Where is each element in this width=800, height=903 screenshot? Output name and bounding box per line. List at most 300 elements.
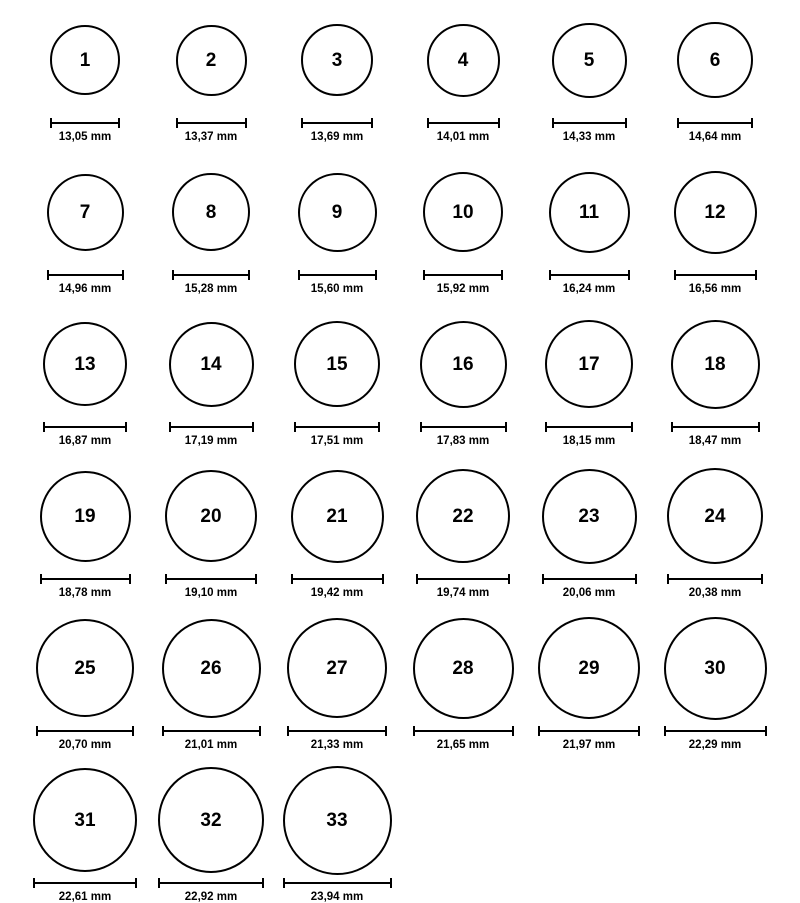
diameter-label: 16,24 mm: [562, 283, 616, 295]
diameter-label: 17,51 mm: [310, 435, 364, 447]
ring-circle: [298, 173, 377, 252]
ring-circle-wrap: [158, 768, 264, 872]
ring-circle: [169, 322, 254, 407]
ring-circle-wrap: [165, 464, 257, 568]
ring-size-cell[interactable]: [22, 768, 148, 903]
diameter-label: 16,56 mm: [688, 283, 742, 295]
diameter-label: 18,15 mm: [562, 435, 616, 447]
ring-circle: [291, 470, 384, 563]
measure-line: [416, 578, 510, 580]
diameter-measure-bar: [298, 270, 377, 280]
measure-cap-left: [545, 422, 547, 432]
diameter-label: 19,10 mm: [184, 587, 238, 599]
ring-size-number: 20: [200, 505, 222, 527]
ring-size-cell[interactable]: [274, 768, 400, 903]
diameter-label: 14,33 mm: [562, 131, 616, 143]
ring-circle-wrap: [36, 616, 134, 720]
measure-line: [413, 730, 514, 732]
diameter-label: 16,87 mm: [58, 435, 112, 447]
measure-line: [47, 274, 124, 276]
ring-size-cell[interactable]: [22, 616, 148, 751]
ring-circle: [549, 172, 630, 253]
ring-size-cell[interactable]: [652, 312, 778, 447]
diameter-measure-bar: [36, 726, 134, 736]
ring-circle-wrap: [172, 160, 250, 264]
measure-line: [169, 426, 254, 428]
diameter-measure-bar: [674, 270, 757, 280]
ring-size-cell[interactable]: [148, 8, 274, 143]
diameter-measure-bar: [176, 118, 247, 128]
diameter-label: 21,97 mm: [562, 739, 616, 751]
diameter-measure-bar: [165, 574, 257, 584]
diameter-label: 19,42 mm: [310, 587, 364, 599]
measure-cap-left: [664, 726, 666, 736]
ring-circle: [416, 469, 510, 563]
diameter-measure-bar: [169, 422, 254, 432]
measure-cap-right: [628, 270, 630, 280]
measure-cap-left: [416, 574, 418, 584]
diameter-measure-bar: [43, 422, 127, 432]
ring-size-number: 19: [74, 505, 96, 527]
measure-cap-left: [420, 422, 422, 432]
measure-cap-left: [294, 422, 296, 432]
ring-size-cell[interactable]: [400, 160, 526, 295]
diameter-measure-bar: [40, 574, 131, 584]
diameter-label: 22,29 mm: [688, 739, 742, 751]
measure-cap-left: [165, 574, 167, 584]
ring-circle-wrap: [162, 616, 261, 720]
diameter-measure-bar: [301, 118, 373, 128]
measure-cap-right: [638, 726, 640, 736]
measure-line: [664, 730, 767, 732]
measure-cap-left: [287, 726, 289, 736]
measure-cap-right: [508, 574, 510, 584]
diameter-label: 18,47 mm: [688, 435, 742, 447]
ring-circle-wrap: [43, 312, 127, 416]
diameter-measure-bar: [33, 878, 137, 888]
diameter-measure-bar: [287, 726, 387, 736]
measure-line: [43, 426, 127, 428]
diameter-label: 13,37 mm: [184, 131, 238, 143]
ring-size-number: 24: [704, 505, 726, 527]
measure-cap-left: [162, 726, 164, 736]
ring-circle-wrap: [287, 616, 387, 720]
measure-line: [552, 122, 627, 124]
ring-size-number: 10: [452, 201, 474, 223]
diameter-label: 20,38 mm: [688, 587, 742, 599]
ring-size-cell[interactable]: [148, 464, 274, 599]
measure-cap-right: [371, 118, 373, 128]
ring-size-cell[interactable]: [148, 768, 274, 903]
ring-circle-wrap: [294, 312, 380, 416]
measure-cap-left: [283, 878, 285, 888]
ring-circle-wrap: [298, 160, 377, 264]
ring-size-number: 23: [578, 505, 600, 527]
ring-size-number: 15: [326, 353, 348, 375]
diameter-measure-bar: [291, 574, 384, 584]
ring-circle: [50, 25, 120, 95]
measure-cap-right: [375, 270, 377, 280]
measure-line: [538, 730, 640, 732]
ring-size-number: 13: [74, 353, 96, 375]
ring-circle: [162, 619, 261, 718]
measure-cap-right: [631, 422, 633, 432]
measure-line: [165, 578, 257, 580]
ring-circle: [294, 321, 380, 407]
measure-line: [176, 122, 247, 124]
measure-line: [172, 274, 250, 276]
diameter-label: 21,65 mm: [436, 739, 490, 751]
ring-circle: [413, 618, 514, 719]
diameter-measure-bar: [416, 574, 510, 584]
ring-size-number: 25: [74, 657, 96, 679]
ring-circle-wrap: [301, 8, 373, 112]
diameter-measure-bar: [664, 726, 767, 736]
measure-line: [291, 578, 384, 580]
ring-size-number: 8: [205, 201, 217, 223]
measure-line: [294, 426, 380, 428]
diameter-label: 14,64 mm: [688, 131, 742, 143]
ring-size-cell[interactable]: [526, 312, 652, 447]
ring-circle-wrap: [413, 616, 514, 720]
ring-circle: [427, 24, 500, 97]
ring-size-cell[interactable]: [274, 616, 400, 751]
measure-cap-left: [674, 270, 676, 280]
diameter-measure-bar: [427, 118, 500, 128]
measure-cap-left: [301, 118, 303, 128]
diameter-label: 13,69 mm: [310, 131, 364, 143]
diameter-label: 15,60 mm: [310, 283, 364, 295]
ring-circle-wrap: [50, 8, 120, 112]
measure-cap-left: [667, 574, 669, 584]
ring-size-cell[interactable]: [274, 464, 400, 599]
diameter-label: 13,05 mm: [58, 131, 112, 143]
ring-size-number: 4: [457, 49, 469, 71]
measure-cap-right: [625, 118, 627, 128]
diameter-measure-bar: [538, 726, 640, 736]
measure-cap-right: [132, 726, 134, 736]
measure-cap-left: [40, 574, 42, 584]
measure-cap-right: [122, 270, 124, 280]
diameter-measure-bar: [667, 574, 763, 584]
ring-size-cell[interactable]: [652, 160, 778, 295]
measure-line: [158, 882, 264, 884]
measure-line: [33, 882, 137, 884]
measure-cap-right: [765, 726, 767, 736]
ring-circle: [542, 469, 637, 564]
ring-circle: [176, 25, 247, 96]
diameter-measure-bar: [545, 422, 633, 432]
diameter-label: 17,19 mm: [184, 435, 238, 447]
measure-cap-left: [291, 574, 293, 584]
ring-circle-wrap: [176, 8, 247, 112]
measure-cap-right: [505, 422, 507, 432]
ring-size-number: 21: [326, 505, 348, 527]
ring-circle-wrap: [545, 312, 633, 416]
ring-size-number: 17: [578, 353, 600, 375]
diameter-label: 21,33 mm: [310, 739, 364, 751]
ring-circle-wrap: [291, 464, 384, 568]
measure-cap-right: [378, 422, 380, 432]
ring-circle: [423, 172, 503, 252]
ring-circle: [420, 321, 507, 408]
ring-size-cell[interactable]: [400, 8, 526, 143]
ring-size-number: 18: [704, 353, 726, 375]
ring-size-number: 7: [79, 201, 91, 223]
ring-size-row: [0, 464, 800, 599]
diameter-measure-bar: [47, 270, 124, 280]
measure-cap-left: [298, 270, 300, 280]
ring-circle: [287, 618, 387, 718]
ring-size-number: 12: [704, 201, 726, 223]
ring-circle: [671, 320, 760, 409]
ring-size-number: 14: [200, 353, 222, 375]
measure-cap-left: [158, 878, 160, 888]
diameter-measure-bar: [671, 422, 760, 432]
measure-cap-left: [671, 422, 673, 432]
measure-cap-left: [552, 118, 554, 128]
diameter-measure-bar: [50, 118, 120, 128]
measure-cap-right: [498, 118, 500, 128]
ring-size-number: 9: [331, 201, 343, 223]
measure-cap-left: [50, 118, 52, 128]
diameter-measure-bar: [158, 878, 264, 888]
ring-circle-wrap: [664, 616, 767, 720]
ring-circle-wrap: [169, 312, 254, 416]
measure-cap-left: [169, 422, 171, 432]
measure-cap-left: [43, 422, 45, 432]
measure-cap-left: [423, 270, 425, 280]
ring-circle-wrap: [427, 8, 500, 112]
measure-line: [283, 882, 392, 884]
ring-size-number: 31: [74, 809, 96, 831]
ring-circle: [165, 470, 257, 562]
ring-size-cell[interactable]: [400, 616, 526, 751]
diameter-measure-bar: [549, 270, 630, 280]
measure-line: [50, 122, 120, 124]
ring-circle-wrap: [542, 464, 637, 568]
ring-circle-wrap: [674, 160, 757, 264]
ring-circle: [664, 617, 767, 720]
diameter-label: 15,92 mm: [436, 283, 490, 295]
diameter-measure-bar: [283, 878, 392, 888]
measure-cap-left: [427, 118, 429, 128]
ring-size-number: 5: [583, 49, 595, 71]
ring-size-number: 3: [331, 49, 343, 71]
ring-size-cell[interactable]: [652, 616, 778, 751]
diameter-measure-bar: [172, 270, 250, 280]
ring-size-number: 32: [200, 809, 222, 831]
ring-size-number: 28: [452, 657, 474, 679]
ring-size-cell[interactable]: [274, 160, 400, 295]
measure-line: [542, 578, 637, 580]
ring-size-cell[interactable]: [526, 8, 652, 143]
diameter-label: 22,61 mm: [58, 891, 112, 903]
ring-size-cell[interactable]: [526, 464, 652, 599]
measure-line: [40, 578, 131, 580]
measure-line: [36, 730, 134, 732]
ring-size-number: 11: [578, 201, 600, 223]
measure-cap-right: [118, 118, 120, 128]
ring-size-cell[interactable]: [400, 312, 526, 447]
measure-cap-right: [635, 574, 637, 584]
measure-cap-left: [36, 726, 38, 736]
measure-cap-right: [512, 726, 514, 736]
ring-circle: [301, 24, 373, 96]
measure-cap-left: [176, 118, 178, 128]
measure-line: [420, 426, 507, 428]
ring-circle-wrap: [33, 768, 137, 872]
diameter-label: 21,01 mm: [184, 739, 238, 751]
measure-cap-left: [677, 118, 679, 128]
ring-circle: [43, 322, 127, 406]
ring-size-number: 22: [452, 505, 474, 527]
ring-circle-wrap: [423, 160, 503, 264]
ring-size-row: [0, 160, 800, 295]
diameter-label: 18,78 mm: [58, 587, 112, 599]
ring-size-cell[interactable]: [22, 312, 148, 447]
ring-circle: [158, 767, 264, 873]
ring-size-cell[interactable]: [274, 312, 400, 447]
ring-size-number: 16: [452, 353, 474, 375]
measure-cap-right: [755, 270, 757, 280]
ring-size-cell[interactable]: [148, 312, 274, 447]
diameter-label: 19,74 mm: [436, 587, 490, 599]
ring-size-number: 27: [326, 657, 348, 679]
ring-circle: [552, 23, 627, 98]
diameter-measure-bar: [552, 118, 627, 128]
ring-circle: [677, 22, 753, 98]
measure-cap-left: [538, 726, 540, 736]
ring-size-cell[interactable]: [526, 160, 652, 295]
ring-circle: [40, 471, 131, 562]
diameter-measure-bar: [423, 270, 503, 280]
ring-circle: [172, 173, 250, 251]
measure-cap-left: [33, 878, 35, 888]
diameter-label: 14,01 mm: [436, 131, 490, 143]
measure-cap-right: [129, 574, 131, 584]
ring-size-number: 1: [79, 49, 91, 71]
diameter-measure-bar: [420, 422, 507, 432]
measure-cap-left: [413, 726, 415, 736]
ring-circle-wrap: [677, 8, 753, 112]
measure-cap-right: [135, 878, 137, 888]
ring-circle: [283, 766, 392, 875]
diameter-label: 20,70 mm: [58, 739, 112, 751]
ring-circle: [33, 768, 137, 872]
ring-size-cell[interactable]: [22, 8, 148, 143]
ring-size-cell[interactable]: [148, 616, 274, 751]
ring-size-cell[interactable]: [652, 8, 778, 143]
ring-size-row: [0, 312, 800, 447]
diameter-label: 17,83 mm: [436, 435, 490, 447]
measure-line: [671, 426, 760, 428]
diameter-label: 15,28 mm: [184, 283, 238, 295]
ring-size-row: [0, 616, 800, 751]
ring-circle: [538, 617, 640, 719]
diameter-measure-bar: [677, 118, 753, 128]
measure-cap-right: [252, 422, 254, 432]
measure-cap-right: [382, 574, 384, 584]
ring-size-cell[interactable]: [22, 160, 148, 295]
ring-circle: [545, 320, 633, 408]
diameter-label: 23,94 mm: [310, 891, 364, 903]
ring-circle-wrap: [667, 464, 763, 568]
ring-circle-wrap: [420, 312, 507, 416]
measure-cap-right: [245, 118, 247, 128]
ring-circle-wrap: [283, 768, 392, 872]
measure-cap-right: [125, 422, 127, 432]
ring-circle: [667, 468, 763, 564]
ring-size-cell[interactable]: [526, 616, 652, 751]
ring-circle-wrap: [40, 464, 131, 568]
measure-cap-left: [549, 270, 551, 280]
ring-size-number: 26: [200, 657, 222, 679]
ring-size-row: [0, 768, 800, 903]
measure-line: [427, 122, 500, 124]
diameter-measure-bar: [542, 574, 637, 584]
diameter-label: 14,96 mm: [58, 283, 112, 295]
measure-cap-left: [47, 270, 49, 280]
measure-cap-right: [248, 270, 250, 280]
ring-circle-wrap: [671, 312, 760, 416]
ring-circle-wrap: [538, 616, 640, 720]
ring-circle-wrap: [416, 464, 510, 568]
measure-cap-right: [761, 574, 763, 584]
ring-size-number: 2: [205, 49, 217, 71]
measure-cap-right: [390, 878, 392, 888]
diameter-measure-bar: [413, 726, 514, 736]
measure-cap-right: [501, 270, 503, 280]
ring-size-cell[interactable]: [274, 8, 400, 143]
ring-size-cell[interactable]: [22, 464, 148, 599]
measure-cap-left: [542, 574, 544, 584]
measure-line: [162, 730, 261, 732]
measure-line: [423, 274, 503, 276]
ring-size-cell[interactable]: [400, 464, 526, 599]
ring-size-cell[interactable]: [148, 160, 274, 295]
ring-size-number: 30: [704, 657, 726, 679]
ring-size-row: [0, 8, 800, 143]
diameter-label: 20,06 mm: [562, 587, 616, 599]
measure-line: [677, 122, 753, 124]
ring-size-cell[interactable]: [652, 464, 778, 599]
measure-line: [301, 122, 373, 124]
diameter-measure-bar: [162, 726, 261, 736]
ring-circle: [47, 174, 124, 251]
measure-cap-right: [751, 118, 753, 128]
diameter-measure-bar: [294, 422, 380, 432]
measure-cap-right: [385, 726, 387, 736]
ring-circle: [36, 619, 134, 717]
measure-line: [674, 274, 757, 276]
ring-circle-wrap: [47, 160, 124, 264]
measure-cap-right: [259, 726, 261, 736]
measure-line: [667, 578, 763, 580]
ring-size-number: 29: [578, 657, 600, 679]
diameter-label: 22,92 mm: [184, 891, 238, 903]
measure-cap-right: [255, 574, 257, 584]
ring-circle: [674, 171, 757, 254]
ring-size-number: 33: [326, 809, 348, 831]
measure-cap-right: [758, 422, 760, 432]
ring-circle-wrap: [552, 8, 627, 112]
measure-line: [298, 274, 377, 276]
ring-circle-wrap: [549, 160, 630, 264]
measure-line: [545, 426, 633, 428]
measure-cap-left: [172, 270, 174, 280]
measure-line: [287, 730, 387, 732]
